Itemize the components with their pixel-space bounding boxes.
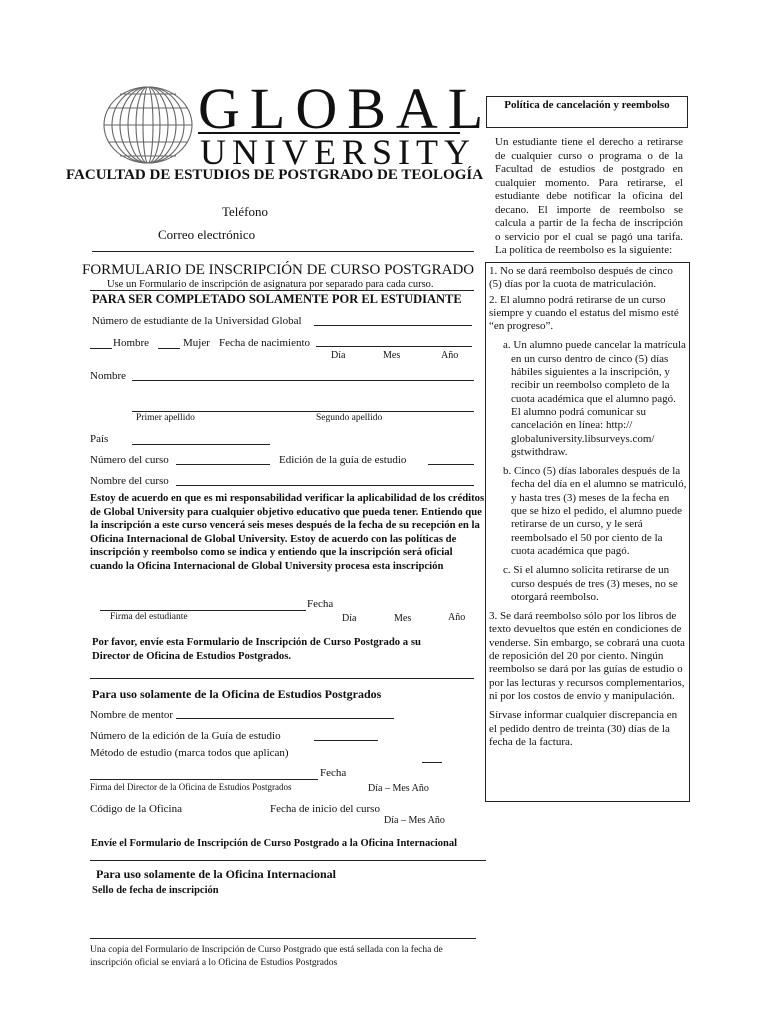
director-date-parts: Día – Mes Año [368, 783, 429, 794]
birth-date-label: Fecha de nacimiento [219, 337, 311, 349]
globe-logo-icon [96, 84, 196, 166]
study-method-label: Método de estudio (marca todos que aplican) [90, 747, 289, 759]
faculty-heading: FACULTAD DE ESTUDIOS DE POSTGRADO DE TEOLOGÍA [66, 167, 484, 183]
study-method-field[interactable] [422, 762, 442, 763]
mentor-name-label: Nombre de mentor [90, 709, 174, 721]
stamp-label: Sello de fecha de inscripción [92, 885, 219, 896]
male-checkbox-line[interactable] [90, 348, 112, 349]
subtitle-underline [90, 290, 474, 291]
birth-day-label: Día [331, 350, 346, 361]
signature-day-label: Día [342, 613, 357, 624]
form-title: FORMULARIO DE INSCRIPCIÓN DE CURSO POSTGRADO [82, 262, 475, 278]
course-number-label: Número del curso [90, 454, 169, 466]
student-signature-field[interactable] [100, 610, 306, 611]
surname-field[interactable] [132, 411, 474, 412]
policy-intro: Un estudiante tiene el derecho a retirarse de cualquier curso o programa o de la Facultad de estudios de postgrado en cualquier momento. Para retirarse, el estudiante debe notificar la oficina del decano. El importe de reembolso se calcula a partir de la fecha de inscripción o servicio por el cual se pagó una tarifa. La política de reembolso es la siguiente: [495, 136, 683, 256]
policy-title-box [486, 96, 688, 128]
guide-edition-field[interactable] [428, 464, 474, 465]
refund-item-2b: b. Cinco (5) días laborales después de la fecha del día en el alumno se matriculó, y hasta tres (3) meses de la fecha en que se hizo el pedido, el alumno puede retirarse de un curso, y le será reembolsado el 50 por ciento de la cuota académica que pagó. [503, 465, 687, 557]
refund-item-1: 1. No se dará reembolso después de cinco (5) días por la cuota de matriculación. [489, 265, 673, 291]
student-number-field[interactable] [314, 325, 472, 326]
refund-item-3: 3. Se dará reembolso sólo por los libros de texto devueltos que estén en condiciones de venderse. Sin embargo, se cobrará una cuota de reposición del 20 por ciento. Ningún reembolso se dará por las guías de estudio o por las lecturas y recursos complementarios, ni por los costos de envío y manipulación. [489, 610, 685, 702]
mentor-name-field[interactable] [176, 718, 394, 719]
name-field[interactable] [132, 380, 474, 381]
email-label: Correo electrónico [158, 227, 256, 242]
header-divider [92, 251, 474, 252]
office-section-heading: Para uso solamente de la Oficina de Estudios Postgrados [92, 687, 382, 701]
student-signature-label: Firma del estudiante [110, 612, 188, 622]
form-subtitle: Use un Formulario de inscripción de asignatura por separado para cada curso. [107, 279, 434, 290]
signature-year-label: Año [448, 612, 466, 623]
course-number-field[interactable] [176, 464, 270, 465]
phone-label: Teléfono [222, 204, 269, 219]
refund-policy-list [489, 265, 687, 751]
first-surname-label: Primer apellido [136, 413, 195, 423]
guide-edition-number-field[interactable] [314, 740, 378, 741]
guide-edition-label: Edición de la guía de estudio [279, 454, 407, 466]
birth-year-label: Año [441, 350, 459, 361]
student-section-divider [90, 678, 474, 679]
country-field[interactable] [132, 444, 270, 445]
student-number-label: Número de estudiante de la Universidad Global [92, 315, 302, 327]
refund-item-2a: a. Un alumno puede cancelar la matrícula en un curso dentro de cinco (5) días hábiles siguientes a la inscripción, y recibir un reembolso completo de la cuota académica que el alumno pagó. El alumno podrá comunicar su cancelación en línea: http:// globaluniversity.libsurveys.com/ gstwithdraw. [503, 339, 686, 458]
female-label: Mujer [183, 337, 210, 349]
agreement-text: Estoy de acuerdo en que es mi responsabilidad verificar la aplicabilidad de los créditos de Global University para cualquier objetivo educativo que pueda tener. Entiendo que la inscripción a este curso vencerá seis meses después de la fecha de su recepción en la Oficina Internacional de Global University. Estoy de acuerdo con las políticas de inscripción y reembolso como se indica y entiendo que la inscripción será oficial cuando la Oficina Internacional de Global University procesa esta inscripción [90, 492, 485, 572]
female-checkbox-line[interactable] [158, 348, 180, 349]
male-label: Hombre [113, 337, 150, 349]
logo-wordmark-global: GLOBAL [198, 76, 494, 141]
guide-edition-number-label: Número de la edición de la Guía de estudio [90, 730, 281, 742]
signature-month-label: Mes [394, 613, 412, 624]
send-international-note: Envíe el Formulario de Inscripción de Curso Postgrado a la Oficina Internacional [91, 838, 458, 849]
send-note: Por favor, envíe esta Formulario de Inscripción de Curso Postgrado a su Director de Oficina de Estudios Postgrados. [92, 636, 421, 662]
name-label: Nombre [90, 370, 127, 382]
office-code-label: Código de la Oficina [90, 803, 182, 815]
signature-date-label: Fecha [307, 598, 334, 610]
office-section-divider [90, 860, 486, 861]
course-name-field[interactable] [176, 485, 474, 486]
intl-section-heading: Para uso solamente de la Oficina Internacional [96, 867, 336, 881]
logo-wordmark-university: UNIVERSITY [200, 132, 476, 172]
birth-month-label: Mes [383, 350, 401, 361]
course-name-label: Nombre del curso [90, 475, 169, 487]
refund-item-2: 2. El alumno podrá retirarse de un curso siempre y cuando el estatus del mismo esté “en progreso”. [489, 293, 679, 333]
discrepancy-note: Sírvase informar cualquier discrepancia en el pedido dentro de treinta (30) días de la fecha de la factura. [489, 709, 678, 748]
copy-note: Una copia del Formulario de Inscripción de Curso Postgrado que está sellada con la fecha de inscripción oficial se enviará a lo Oficina de Estudios Postgrados [90, 945, 443, 968]
director-date-label: Fecha [320, 767, 347, 779]
country-label: País [90, 433, 109, 445]
refund-item-2c: c. Si el alumno solicita retirarse de un curso después de tres (3) meses, no se otorgará reembolso. [503, 564, 678, 603]
student-section-heading: PARA SER COMPLETADO SOLAMENTE POR EL ESTUDIANTE [92, 292, 462, 306]
birth-date-field[interactable] [316, 346, 472, 347]
director-signature-label: Firma del Director de la Oficina de Estudios Postgrados [90, 782, 292, 792]
course-start-date-parts: Día – Mes Año [384, 815, 445, 826]
course-start-label: Fecha de inicio del curso [270, 803, 380, 815]
policy-title: Política de cancelación y reembolso [504, 99, 670, 111]
second-surname-label: Segundo apellido [316, 413, 383, 423]
stamp-divider [90, 938, 476, 939]
director-signature-field[interactable] [90, 779, 318, 780]
